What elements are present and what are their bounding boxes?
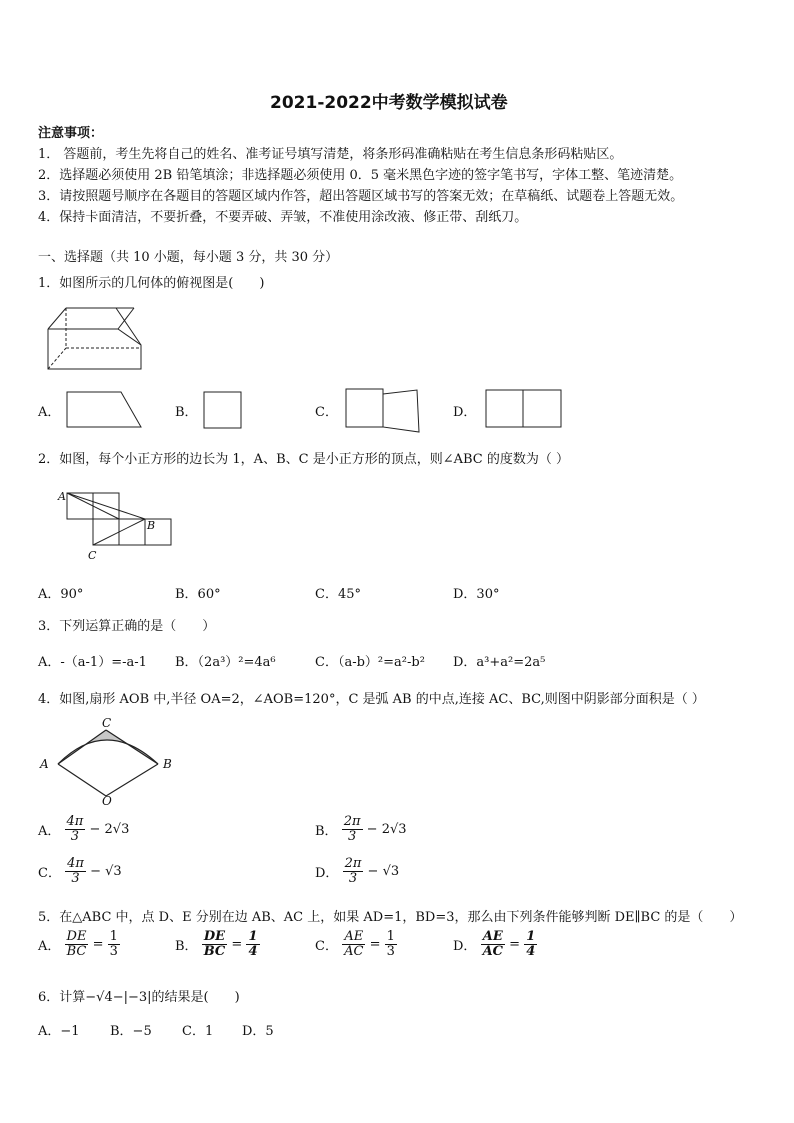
- q4-option-a-label: A．: [38, 824, 61, 839]
- q6-stem-pre: 6．计算: [38, 990, 86, 1005]
- q2-option-c[interactable]: C．45°: [315, 587, 361, 602]
- q5-option-a-label: A．: [38, 939, 61, 954]
- q2-option-a[interactable]: A．90°: [38, 587, 84, 602]
- q5-option-d-val-num: 1: [526, 929, 536, 944]
- q5-option-c-val-den: 3: [386, 944, 395, 959]
- note-item-4: 4．保持卡面清洁，不要折叠，不要弄破、弄皱，不准使用涂改液、修正带、刮纸刀。: [38, 210, 528, 225]
- q5-option-d-num: AE: [482, 929, 503, 944]
- q1-option-c-label[interactable]: C．: [315, 405, 338, 420]
- q5-option-c[interactable]: C． $\frac{AE}{AC}$ = $\frac{1}{3}$: [315, 929, 395, 959]
- q4-option-d-num: 2π: [344, 856, 362, 871]
- q5-option-b-den: BC: [203, 944, 226, 959]
- q5-option-d-label: D．: [453, 939, 477, 954]
- question-4-stem: 4．如图,扇形 AOB 中,半径 OA=2，∠AOB=120°，C 是弧 AB 的中点,连接 AC、BC,则图中阴影部分面积是（ ）: [38, 692, 705, 707]
- q5-option-a[interactable]: A． $\frac{DE}{BC}$ = $\frac{1}{3}$: [38, 929, 118, 959]
- q4-option-c-den: 3: [71, 871, 80, 886]
- q4-option-a-rest: − 2√3: [89, 822, 130, 837]
- q5-option-c-label: C．: [315, 939, 338, 954]
- q6-option-c[interactable]: C．1: [182, 1024, 214, 1039]
- q1-option-a-label[interactable]: A．: [38, 405, 61, 420]
- q4-option-d-label: D．: [315, 866, 339, 881]
- q6-option-a[interactable]: A．−1: [38, 1024, 80, 1039]
- q3-option-b[interactable]: B．（2a³）²=4a⁶: [175, 655, 276, 670]
- q4-point-b: B: [163, 757, 172, 771]
- q6-stem-post: 的结果是( ): [151, 990, 240, 1005]
- q5-option-a-den: BC: [66, 944, 87, 959]
- question-1-stem: 1．如图所示的几何体的俯视图是( ): [38, 276, 265, 291]
- q4-option-a-den: 3: [70, 829, 80, 844]
- q5-option-b-val-den: 4: [248, 944, 258, 959]
- q4-option-b-den: 3: [347, 829, 357, 844]
- q4-option-b[interactable]: [315, 815, 407, 844]
- q1-option-d-figure: [485, 389, 565, 431]
- q4-option-c-label: C．: [38, 866, 61, 881]
- q5-option-c-num: AE: [344, 929, 364, 944]
- q4-point-a: A: [40, 757, 49, 771]
- page-title: 2021-2022中考数学模拟试卷: [270, 93, 508, 113]
- q5-option-c-val-num: 1: [386, 929, 395, 944]
- q1-option-b-label[interactable]: B．: [175, 405, 198, 420]
- q5-option-b[interactable]: B． $\frac{DE}{BC}$ = $\frac{1}{4}$: [175, 929, 258, 959]
- q5-option-b-num: DE: [203, 929, 226, 944]
- q4-option-b-num: 2π: [343, 814, 361, 829]
- note-item-2: 2．选择题必须使用 2B 铅笔填涂；非选择题必须使用 0．5 毫米黑色字迹的签字笔书写，字体工整、笔迹清楚。: [38, 168, 683, 183]
- q4-option-b-label: B．: [315, 824, 338, 839]
- note-item-1: 1． 答题前，考生先将自己的姓名、准考证号填写清楚，将条形码准确粘贴在考生信息条形码粘贴区。: [38, 147, 623, 162]
- q3-option-d[interactable]: D．a³+a²=2a⁵: [453, 655, 546, 670]
- q5-option-d-den: AC: [482, 944, 504, 959]
- q3-option-c[interactable]: C．（a-b）²=a²-b²: [315, 655, 425, 670]
- q3-option-a[interactable]: A．-（a-1）=-a-1: [38, 655, 147, 670]
- q2-point-c: C: [88, 549, 97, 562]
- q5-option-a-val-num: 1: [109, 929, 118, 944]
- q1-option-d-label[interactable]: D．: [453, 405, 477, 420]
- section-heading: 一、选择题（共 10 小题，每小题 3 分，共 30 分）: [38, 250, 339, 265]
- q4-option-d-den: 3: [348, 871, 358, 886]
- q2-point-a: A: [58, 490, 66, 503]
- q6-expression: −√4−|−3|: [85, 990, 152, 1005]
- q4-option-a-num: 4π: [66, 814, 84, 829]
- q4-option-b-rest: − 2√3: [366, 822, 407, 837]
- q5-option-c-den: AC: [344, 944, 364, 959]
- q4-option-c-rest: − √3: [90, 864, 122, 879]
- q5-option-b-label: B．: [175, 939, 198, 954]
- q5-option-d[interactable]: D． $\frac{AE}{AC}$ = $\frac{1}{4}$: [453, 929, 536, 959]
- q6-option-d[interactable]: D．5: [242, 1024, 274, 1039]
- q1-option-a-figure: [66, 391, 146, 431]
- q1-option-c-figure: [345, 388, 425, 436]
- q5-option-b-val-num: 1: [248, 929, 258, 944]
- q4-point-c: C: [102, 716, 112, 730]
- q4-option-d[interactable]: [315, 857, 399, 886]
- q4-option-d-rest: − √3: [367, 864, 400, 879]
- q2-point-b: B: [147, 519, 156, 532]
- q5-option-a-val-den: 3: [109, 944, 118, 959]
- q4-option-c-num: 4π: [67, 856, 84, 871]
- q4-option-a[interactable]: [38, 815, 129, 844]
- q6-option-b[interactable]: B．−5: [110, 1024, 152, 1039]
- q5-option-a-num: DE: [66, 929, 87, 944]
- q4-point-o: O: [102, 794, 112, 808]
- question-6-stem: [38, 986, 240, 1005]
- q2-option-b[interactable]: B．60°: [175, 587, 221, 602]
- q5-option-d-val-den: 4: [526, 944, 536, 959]
- question-5-stem: 5．在△ABC 中，点 D、E 分别在边 AB、AC 上，如果 AD=1，BD=3，那么由下列条件能够判断 DE∥BC 的是（ ）: [38, 910, 743, 925]
- note-item-3: 3．请按照题号顺序在各题目的答题区域内作答，超出答题区域书写的答案无效；在草稿纸、试题卷上答题无效。: [38, 189, 684, 204]
- q1-solid-figure: [46, 305, 146, 371]
- q2-option-d[interactable]: D．30°: [453, 587, 500, 602]
- q1-option-b-figure: [203, 391, 245, 431]
- q4-option-c[interactable]: [38, 857, 122, 886]
- notes-heading: 注意事项：: [38, 126, 104, 141]
- question-2-stem: 2．如图，每个小正方形的边长为 1，A、B、C 是小正方形的顶点，则∠ABC 的度数为（ ）: [38, 452, 569, 467]
- question-3-stem: 3．下列运算正确的是（ ）: [38, 619, 216, 634]
